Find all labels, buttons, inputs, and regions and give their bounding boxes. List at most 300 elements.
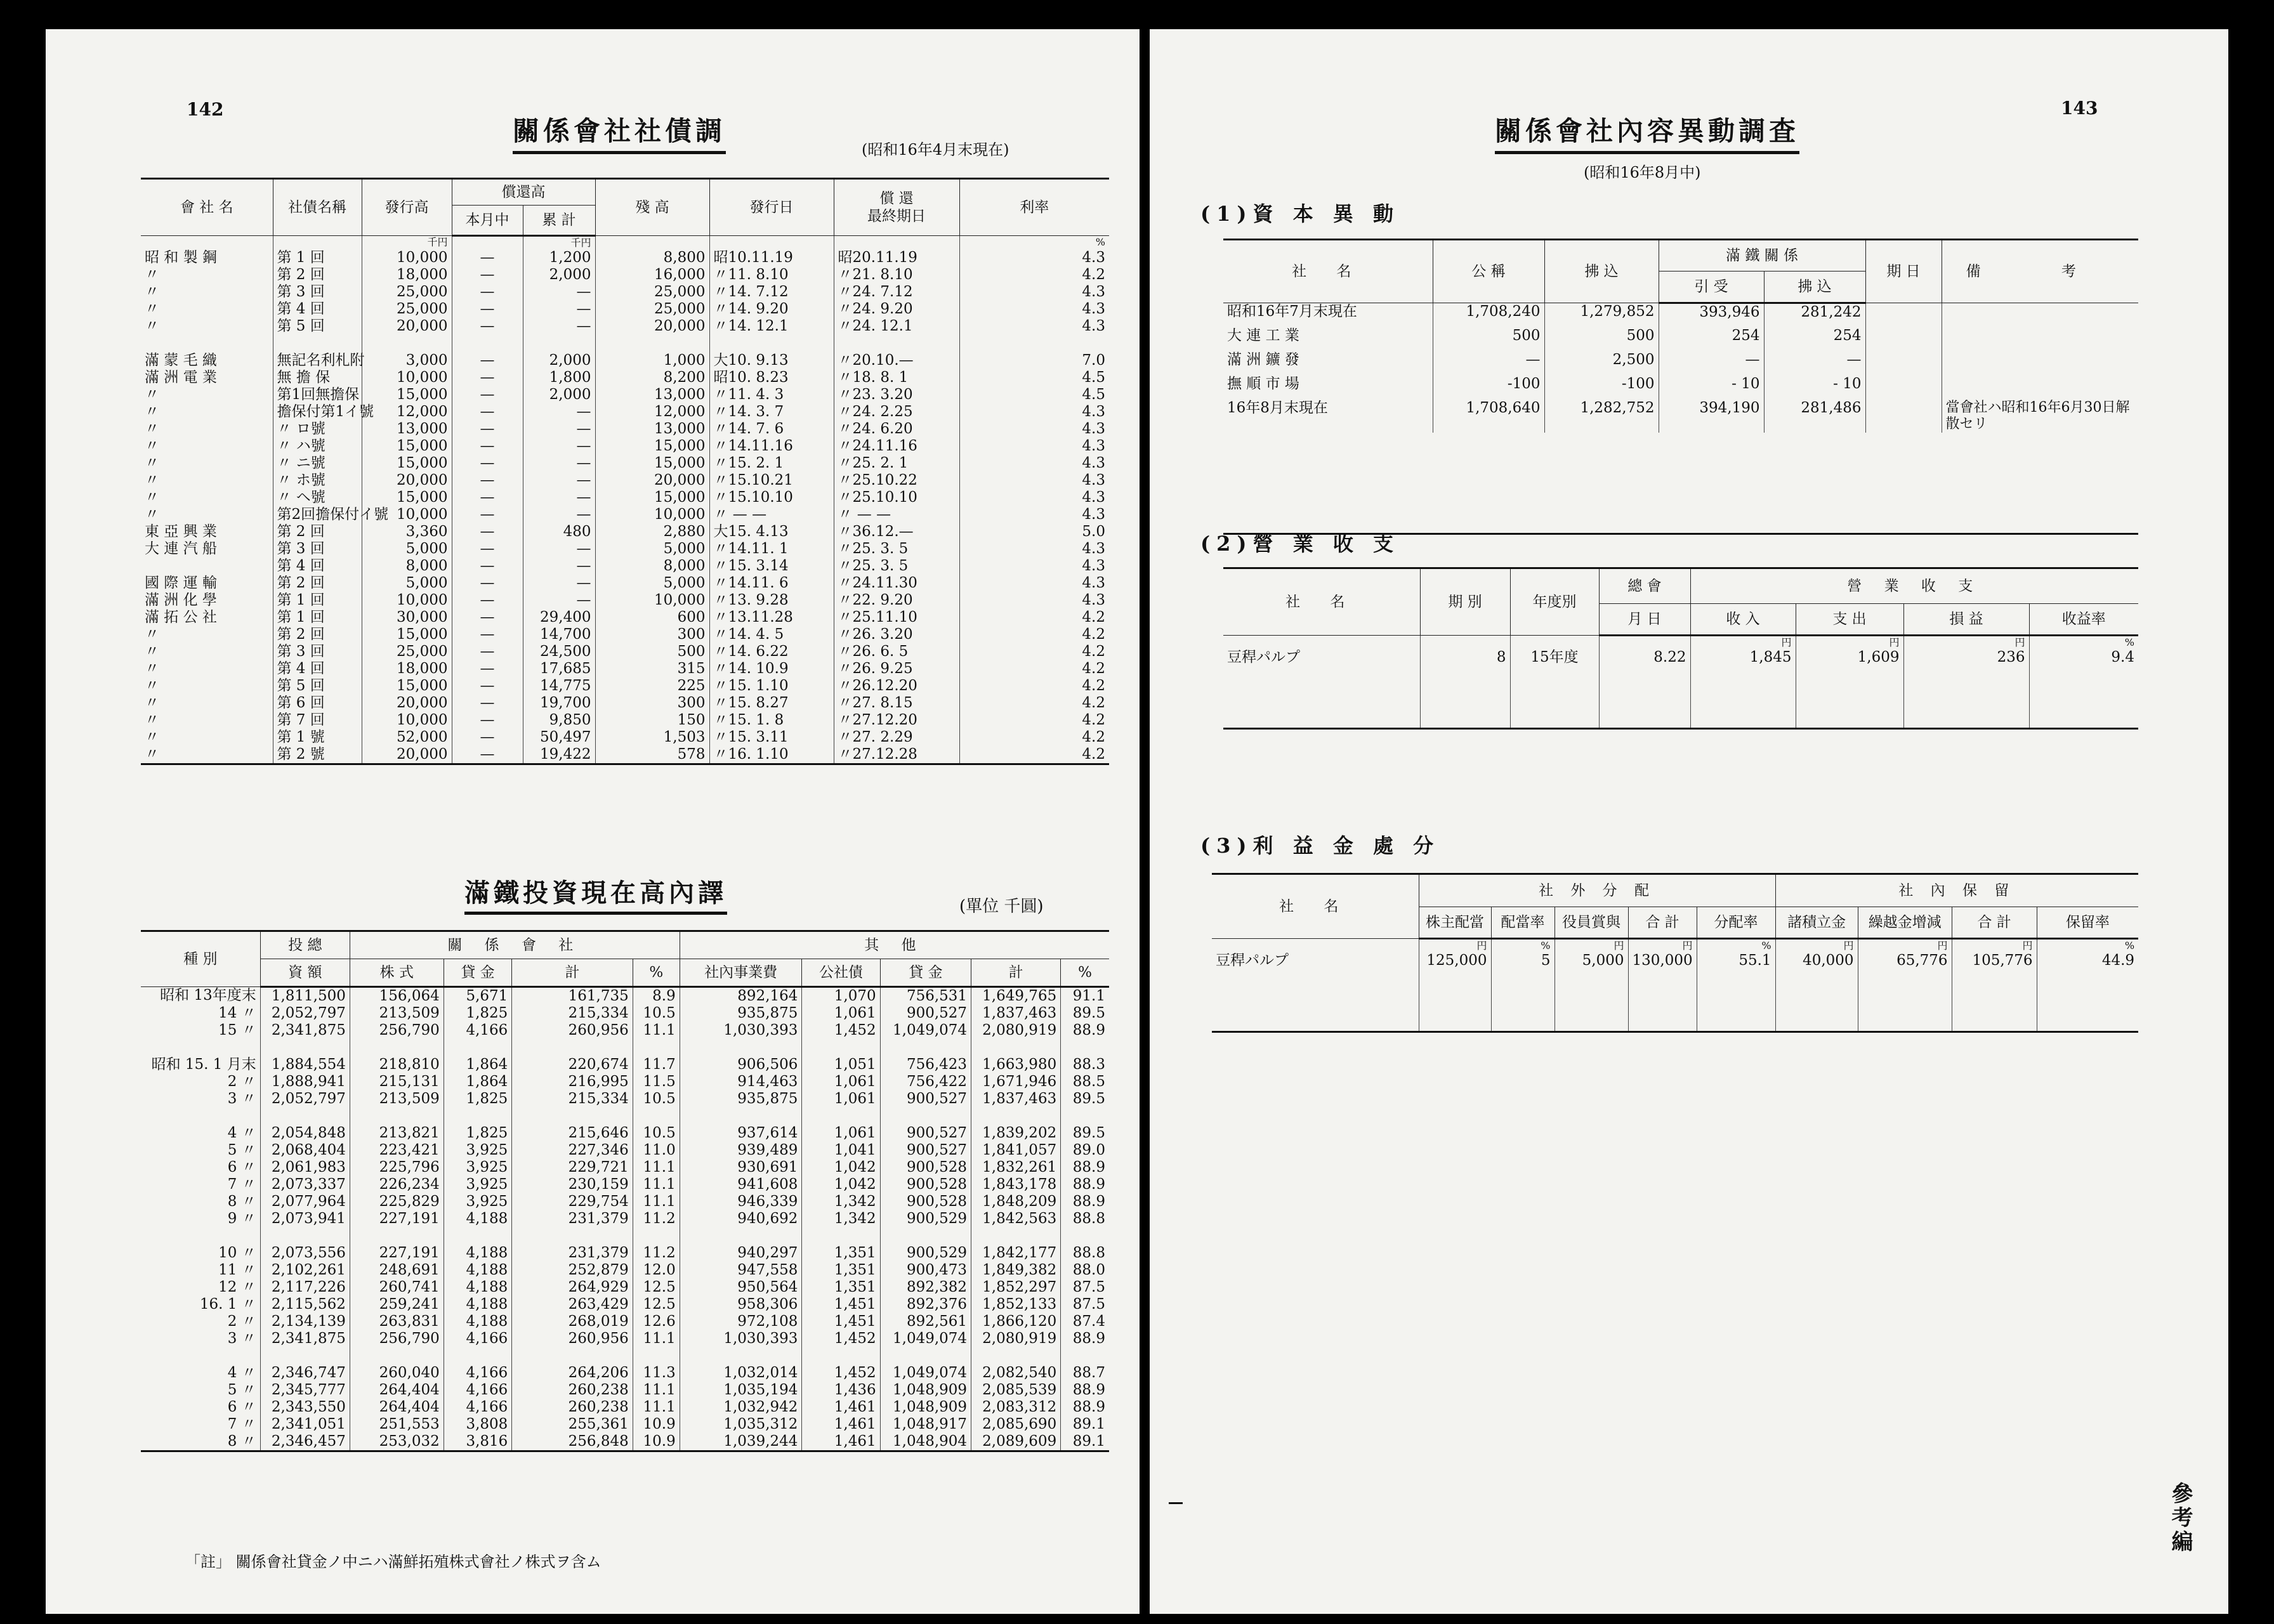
unit-cell xyxy=(709,236,834,250)
table-cell: 1,837,463 xyxy=(971,1005,1061,1022)
bond-row xyxy=(141,249,1109,266)
table-cell: 1,200 xyxy=(523,249,595,266)
table-cell: 2,000 xyxy=(523,352,595,369)
investment-row xyxy=(141,1210,1109,1228)
table-cell: 12,000 xyxy=(595,403,709,421)
table-cell: 253,032 xyxy=(350,1433,444,1451)
table-cell: 2,115,562 xyxy=(260,1296,350,1313)
table-cell: 8,000 xyxy=(595,558,709,575)
table-cell: 滿 蒙 毛 織 xyxy=(145,352,217,369)
table-cell: 〃 ハ號 xyxy=(273,438,362,455)
table-cell: 223,421 xyxy=(350,1142,444,1159)
table-cell: 〃27. 2.29 xyxy=(834,729,959,746)
table-cell: 1,042 xyxy=(802,1176,880,1193)
table-cell: 89.5 xyxy=(1061,1005,1109,1022)
table-cell: 16. 1 〃 xyxy=(199,1296,256,1313)
table-cell: 256,848 xyxy=(512,1433,633,1451)
table-cell: 2 〃 xyxy=(227,1313,256,1330)
table-cell: 11.2 xyxy=(633,1245,680,1262)
table-cell: 擔保付第1イ號 xyxy=(273,403,362,421)
table-cell: 900,527 xyxy=(880,1125,971,1142)
table-cell: 1,888,941 xyxy=(260,1073,350,1090)
table-cell: — xyxy=(523,403,595,421)
table-cell: 264,929 xyxy=(512,1279,633,1296)
table-cell: 1,708,640 xyxy=(1433,400,1544,433)
table-cell: 4,188 xyxy=(444,1210,512,1228)
capital-row xyxy=(1223,376,2138,400)
bond-row xyxy=(141,506,1109,523)
table-cell: 227,346 xyxy=(512,1142,633,1159)
cap-col-authorized: 公 稱 xyxy=(1433,240,1544,303)
table-cell: 3,000 xyxy=(362,352,452,369)
table-cell xyxy=(709,335,834,352)
table-cell: 〃36.12.— xyxy=(834,523,959,540)
table-cell: 10,000 xyxy=(595,506,709,523)
table-cell: 〃 xyxy=(145,472,159,488)
table-cell: - 10 xyxy=(1659,376,1764,400)
table-cell: 156,064 xyxy=(350,987,444,1005)
table-cell: 937,614 xyxy=(680,1125,802,1142)
table-cell: 50,497 xyxy=(523,729,595,746)
table-cell xyxy=(1796,677,1903,694)
table-cell: 215,334 xyxy=(512,1005,633,1022)
table-cell: 13,000 xyxy=(595,421,709,438)
table-cell: 〃 ニ號 xyxy=(273,455,362,472)
unit-cell: % xyxy=(959,236,1109,250)
table-cell: 〃27.12.20 xyxy=(834,712,959,729)
table-cell: 7 〃 xyxy=(227,1416,256,1432)
table-cell: 第 1 號 xyxy=(273,729,362,746)
table-cell: 〃24. 9.20 xyxy=(834,301,959,318)
unit-cell: 円 xyxy=(1903,636,2029,650)
table-cell: 1,708,240 xyxy=(1433,303,1544,327)
table-cell: 3,925 xyxy=(444,1159,512,1176)
table-cell: 1,849,382 xyxy=(971,1262,1061,1279)
table-cell: 940,692 xyxy=(680,1210,802,1228)
table-cell: 第 3 回 xyxy=(273,284,362,301)
table-cell: 2,073,941 xyxy=(260,1210,350,1228)
investment-row xyxy=(141,1125,1109,1142)
table-cell: 〃14. 10.9 xyxy=(709,660,834,678)
table-cell: 15,000 xyxy=(362,489,452,506)
table-cell: 10,000 xyxy=(362,249,452,266)
table-cell: 8,800 xyxy=(595,249,709,266)
table-cell: 東 亞 興 業 xyxy=(145,523,217,540)
table-cell: 12.5 xyxy=(633,1279,680,1296)
table-cell: — xyxy=(452,746,523,764)
unit-row xyxy=(1212,939,2138,953)
table-cell: 4.2 xyxy=(959,678,1109,695)
table-cell xyxy=(1865,351,1942,376)
table-cell: — xyxy=(452,438,523,455)
investment-row xyxy=(141,1433,1109,1451)
table-cell xyxy=(802,1039,880,1056)
investment-row xyxy=(141,1193,1109,1210)
table-cell: 259,241 xyxy=(350,1296,444,1313)
table-cell: 225,829 xyxy=(350,1193,444,1210)
table-cell: — xyxy=(523,592,595,609)
table-cell: 4,166 xyxy=(444,1365,512,1382)
table-cell: 24,500 xyxy=(523,643,595,660)
pro-col-internal: 社 內 保 留 xyxy=(1775,874,2138,907)
table-cell: 13,000 xyxy=(362,421,452,438)
table-cell: 1,041 xyxy=(802,1142,880,1159)
unit-cell: 円 xyxy=(1554,939,1628,953)
table-cell: — xyxy=(523,472,595,489)
pro-col-ext-total: 合 計 xyxy=(1628,907,1697,939)
bond-row xyxy=(141,746,1109,764)
biz-col-year: 年度別 xyxy=(1510,568,1599,636)
table-cell: 1,864 xyxy=(444,1073,512,1090)
unit-cell xyxy=(834,236,959,250)
table-cell xyxy=(2029,677,2138,694)
table-cell: 15,000 xyxy=(362,626,452,643)
table-cell: 1,649,765 xyxy=(971,987,1061,1005)
unit-cell: 円 xyxy=(1796,636,1903,650)
table-cell xyxy=(633,1039,680,1056)
table-cell: 216,995 xyxy=(512,1073,633,1090)
capital-row xyxy=(1223,303,2138,327)
table-cell: 〃22. 9.20 xyxy=(834,592,959,609)
table-cell: 756,423 xyxy=(880,1056,971,1073)
table-cell: 91.1 xyxy=(1061,987,1109,1005)
table-cell: 14 〃 xyxy=(218,1005,256,1021)
table-cell xyxy=(1419,980,1491,997)
page-number-left: 142 xyxy=(187,99,224,120)
table-cell xyxy=(350,1039,444,1056)
table-cell: 89.1 xyxy=(1061,1416,1109,1433)
table-cell: 900,527 xyxy=(880,1142,971,1159)
table-cell: — xyxy=(452,403,523,421)
table-cell xyxy=(802,1347,880,1365)
table-cell: 5,671 xyxy=(444,987,512,1005)
table-cell: 2,117,226 xyxy=(260,1279,350,1296)
table-cell: 1,351 xyxy=(802,1279,880,1296)
table-cell: 〃25.11.10 xyxy=(834,609,959,626)
unit-cell: 円 xyxy=(1419,939,1491,953)
investment-row xyxy=(141,1108,1109,1125)
table-cell: 昭10. 8.23 xyxy=(709,369,834,386)
col-other-sum: 計 xyxy=(971,959,1061,987)
table-cell: 892,382 xyxy=(880,1279,971,1296)
table-cell: 4,188 xyxy=(444,1262,512,1279)
table-cell: 1,663,980 xyxy=(971,1056,1061,1073)
table-cell xyxy=(141,1108,260,1125)
table-cell: 15,000 xyxy=(362,438,452,455)
table-cell: 1,452 xyxy=(802,1330,880,1347)
unit-cell: 円 xyxy=(1775,939,1858,953)
table-cell: 255,361 xyxy=(512,1416,633,1433)
table-cell: 〃 xyxy=(145,403,159,420)
table-cell: 第 1 回 xyxy=(273,609,362,626)
table-cell: 88.8 xyxy=(1061,1210,1109,1228)
table-cell: 8 〃 xyxy=(227,1193,256,1210)
table-cell: 264,404 xyxy=(350,1382,444,1399)
table-cell xyxy=(1212,980,1419,997)
unit-cell: 円 xyxy=(1952,939,2037,953)
table-cell xyxy=(1628,980,1697,997)
table-cell xyxy=(1491,1014,1554,1031)
table-cell: 1,852,133 xyxy=(971,1296,1061,1313)
table-cell: 1,461 xyxy=(802,1399,880,1416)
table-cell: 〃16. 1.10 xyxy=(709,746,834,764)
table-cell: 1,461 xyxy=(802,1433,880,1451)
table-cell: 252,879 xyxy=(512,1262,633,1279)
table-cell: 1,800 xyxy=(523,369,595,386)
table-cell: 2,085,539 xyxy=(971,1382,1061,1399)
table-cell: 900,527 xyxy=(880,1090,971,1108)
table-cell: 15,000 xyxy=(362,386,452,403)
table-cell: 5.0 xyxy=(959,523,1109,540)
table-cell: 〃15. 3.14 xyxy=(709,558,834,575)
col-internal: 社內事業費 xyxy=(680,959,802,987)
table-cell: 4.2 xyxy=(959,712,1109,729)
biz-col-ratio: 收益率 xyxy=(2029,604,2138,636)
table-cell: 8.9 xyxy=(633,987,680,1005)
table-cell: 10,000 xyxy=(362,506,452,523)
table-cell: 20,000 xyxy=(362,746,452,764)
table-cell: 213,821 xyxy=(350,1125,444,1142)
table-cell: 105,776 xyxy=(1952,952,2037,980)
table-cell: — xyxy=(452,575,523,592)
table-cell: 20,000 xyxy=(595,318,709,335)
table-cell: — xyxy=(523,438,595,455)
table-cell: 1,848,209 xyxy=(971,1193,1061,1210)
table-cell xyxy=(1865,400,1942,433)
table-cell: 4.3 xyxy=(959,455,1109,472)
table-cell: 1,843,178 xyxy=(971,1176,1061,1193)
table-cell: 8 xyxy=(1420,649,1510,677)
table-cell: 2,000 xyxy=(523,386,595,403)
table-cell: — xyxy=(523,455,595,472)
table-cell: 260,238 xyxy=(512,1399,633,1416)
table-cell: 88.9 xyxy=(1061,1193,1109,1210)
table-cell: 4.3 xyxy=(959,540,1109,558)
table-cell xyxy=(141,1039,260,1056)
table-cell: 500 xyxy=(1433,327,1544,351)
investment-row xyxy=(141,1313,1109,1330)
table-cell: — xyxy=(452,609,523,626)
biz-col-term: 期 別 xyxy=(1420,568,1510,636)
table-cell: 〃25. 3. 5 xyxy=(834,558,959,575)
table-cell: 15,000 xyxy=(595,438,709,455)
table-cell: 第 3 回 xyxy=(273,540,362,558)
col-related: 關 係 會 社 xyxy=(350,931,680,959)
table-cell: — xyxy=(523,421,595,438)
pro-col-bonus: 役員賞與 xyxy=(1554,907,1628,939)
table-cell: 〃11. 8.10 xyxy=(709,266,834,284)
table-cell: 1,032,014 xyxy=(680,1365,802,1382)
table-cell: 10,000 xyxy=(362,369,452,386)
table-cell: 947,558 xyxy=(680,1262,802,1279)
table-cell xyxy=(1628,997,1697,1014)
table-cell xyxy=(1554,997,1628,1014)
table-cell: 12,000 xyxy=(362,403,452,421)
table-cell: 892,164 xyxy=(680,987,802,1005)
unit-cell xyxy=(141,236,273,250)
table-cell: 236 xyxy=(1903,649,2029,677)
table-cell: 8,000 xyxy=(362,558,452,575)
table-cell: — xyxy=(523,489,595,506)
table-cell: 260,040 xyxy=(350,1365,444,1382)
table-cell: 〃26.12.20 xyxy=(834,678,959,695)
col-total-b: 資 額 xyxy=(260,959,350,987)
table-cell: 4.3 xyxy=(959,438,1109,455)
bond-row xyxy=(141,369,1109,386)
table-cell xyxy=(1419,997,1491,1014)
pro-col-int-total: 合 計 xyxy=(1952,907,2037,939)
table-cell: 〃14. 9.20 xyxy=(709,301,834,318)
table-cell xyxy=(1942,376,2138,400)
table-cell xyxy=(1628,1014,1697,1031)
table-cell: 225 xyxy=(595,678,709,695)
bond-row xyxy=(141,472,1109,489)
table-cell: 〃24. 6.20 xyxy=(834,421,959,438)
bond-row xyxy=(141,335,1109,352)
table-cell: 892,376 xyxy=(880,1296,971,1313)
table-cell: 4,188 xyxy=(444,1296,512,1313)
table-cell: 1,061 xyxy=(802,1125,880,1142)
table-cell: 〃27. 8.15 xyxy=(834,695,959,712)
table-cell: — xyxy=(452,523,523,540)
table-cell: 第 3 回 xyxy=(273,643,362,660)
table-cell xyxy=(260,1347,350,1365)
investment-row xyxy=(141,1022,1109,1039)
table-cell xyxy=(1420,677,1510,694)
bond-row xyxy=(141,558,1109,575)
table-cell: 55.1 xyxy=(1697,952,1775,980)
table-cell: 第 5 回 xyxy=(273,318,362,335)
table-cell: 11.1 xyxy=(633,1159,680,1176)
table-cell: 578 xyxy=(595,746,709,764)
table-cell: — xyxy=(452,678,523,695)
table-cell: 900,528 xyxy=(880,1176,971,1193)
investment-table-title: 滿鐵投資現在高內譯 xyxy=(464,873,727,915)
bond-row xyxy=(141,403,1109,421)
table-cell: 264,404 xyxy=(350,1399,444,1416)
table-cell: 〃 ロ號 xyxy=(273,421,362,438)
table-cell: 300 xyxy=(595,626,709,643)
table-cell: 〃21. 8.10 xyxy=(834,266,959,284)
table-cell: 9,850 xyxy=(523,712,595,729)
table-cell xyxy=(1942,303,2138,327)
table-cell: 〃 ヘ號 xyxy=(273,489,362,506)
table-cell: 滿 拓 公 社 xyxy=(145,609,217,625)
table-cell: 3,360 xyxy=(362,523,452,540)
table-cell: 第 2 回 xyxy=(273,626,362,643)
table-cell: 〃15. 8.27 xyxy=(709,695,834,712)
table-cell: 〃 xyxy=(145,284,159,300)
table-cell: — xyxy=(452,729,523,746)
table-cell: — xyxy=(523,558,595,575)
padding-row xyxy=(1223,711,2138,728)
bond-row xyxy=(141,660,1109,678)
table-cell: 10 〃 xyxy=(218,1245,256,1261)
table-cell: 1,282,752 xyxy=(1544,400,1659,433)
unit-cell: % xyxy=(1697,939,1775,953)
table-cell: 〃 — — xyxy=(709,506,834,523)
unit-cell: % xyxy=(1491,939,1554,953)
unit-cell: % xyxy=(2029,636,2138,650)
col-pct: % xyxy=(633,959,680,987)
table-cell: 〃11. 4. 3 xyxy=(709,386,834,403)
table-cell: 88.5 xyxy=(1061,1073,1109,1090)
table-cell: 20,000 xyxy=(362,695,452,712)
table-cell: 213,509 xyxy=(350,1005,444,1022)
table-cell: 2,083,312 xyxy=(971,1399,1061,1416)
table-cell: 10,000 xyxy=(595,592,709,609)
table-cell: 4.3 xyxy=(959,421,1109,438)
table-cell: — xyxy=(452,318,523,335)
table-cell: 滿 洲 化 學 xyxy=(145,592,217,608)
table-cell: 〃25. 2. 1 xyxy=(834,455,959,472)
table-cell: 251,553 xyxy=(350,1416,444,1433)
col-final-redemption: 償 還 最終期日 xyxy=(834,179,959,236)
table-cell: 〃14.11. 6 xyxy=(709,575,834,592)
biz-col-meeting-b: 月 日 xyxy=(1599,604,1690,636)
table-cell: 87.5 xyxy=(1061,1296,1109,1313)
table-cell: 1,837,463 xyxy=(971,1090,1061,1108)
table-cell xyxy=(350,1228,444,1245)
business-table xyxy=(1223,567,2138,730)
table-cell xyxy=(1491,997,1554,1014)
table-cell: — xyxy=(452,660,523,678)
padding-row xyxy=(1223,677,2138,694)
table-cell xyxy=(834,335,959,352)
biz-col-group: 營 業 收 支 xyxy=(1690,568,2138,604)
investment-row xyxy=(141,1056,1109,1073)
col-bonds: 公社債 xyxy=(802,959,880,987)
table-cell xyxy=(1858,980,1952,997)
table-cell: 17,685 xyxy=(523,660,595,678)
table-cell: 昭和 15. 1 月末 xyxy=(151,1056,256,1073)
table-cell: -100 xyxy=(1544,376,1659,400)
table-cell: 第 2 回 xyxy=(273,523,362,540)
table-cell: 〃 xyxy=(145,455,159,471)
table-cell xyxy=(1061,1108,1109,1125)
investment-row xyxy=(141,1090,1109,1108)
table-cell: 〃14. 3. 7 xyxy=(709,403,834,421)
table-cell: 〃15.10.21 xyxy=(709,472,834,489)
bond-table-title: 關係會社社債調 xyxy=(513,110,726,154)
table-cell: 958,306 xyxy=(680,1296,802,1313)
table-cell: 2,061,983 xyxy=(260,1159,350,1176)
table-cell: 25,000 xyxy=(362,284,452,301)
table-cell: 2,077,964 xyxy=(260,1193,350,1210)
table-cell: 1,048,909 xyxy=(880,1382,971,1399)
table-cell: 25,000 xyxy=(595,284,709,301)
col-sum: 計 xyxy=(512,959,633,987)
table-cell: 4.5 xyxy=(959,369,1109,386)
table-cell: 1,030,393 xyxy=(680,1330,802,1347)
capital-heading: (1)資 本 異 動 xyxy=(1200,202,1400,226)
table-cell: 500 xyxy=(595,643,709,660)
table-cell: 20,000 xyxy=(595,472,709,489)
left-page xyxy=(46,29,1140,1614)
unit-cell: % xyxy=(2037,939,2138,953)
table-cell xyxy=(260,1039,350,1056)
bond-row xyxy=(141,455,1109,472)
table-cell: — xyxy=(452,695,523,712)
table-cell xyxy=(1419,1014,1491,1031)
table-cell: 4.2 xyxy=(959,746,1109,764)
investment-note: 「註」 關係會社貸金ノ中ニハ滿鮮拓殖株式會社ノ株式ヲ含ム xyxy=(185,1553,601,1571)
table-cell: 12.0 xyxy=(633,1262,680,1279)
table-cell: 11 〃 xyxy=(218,1262,256,1278)
padding-row xyxy=(1223,694,2138,711)
table-cell xyxy=(1212,1014,1419,1031)
table-cell: 2,052,797 xyxy=(260,1090,350,1108)
